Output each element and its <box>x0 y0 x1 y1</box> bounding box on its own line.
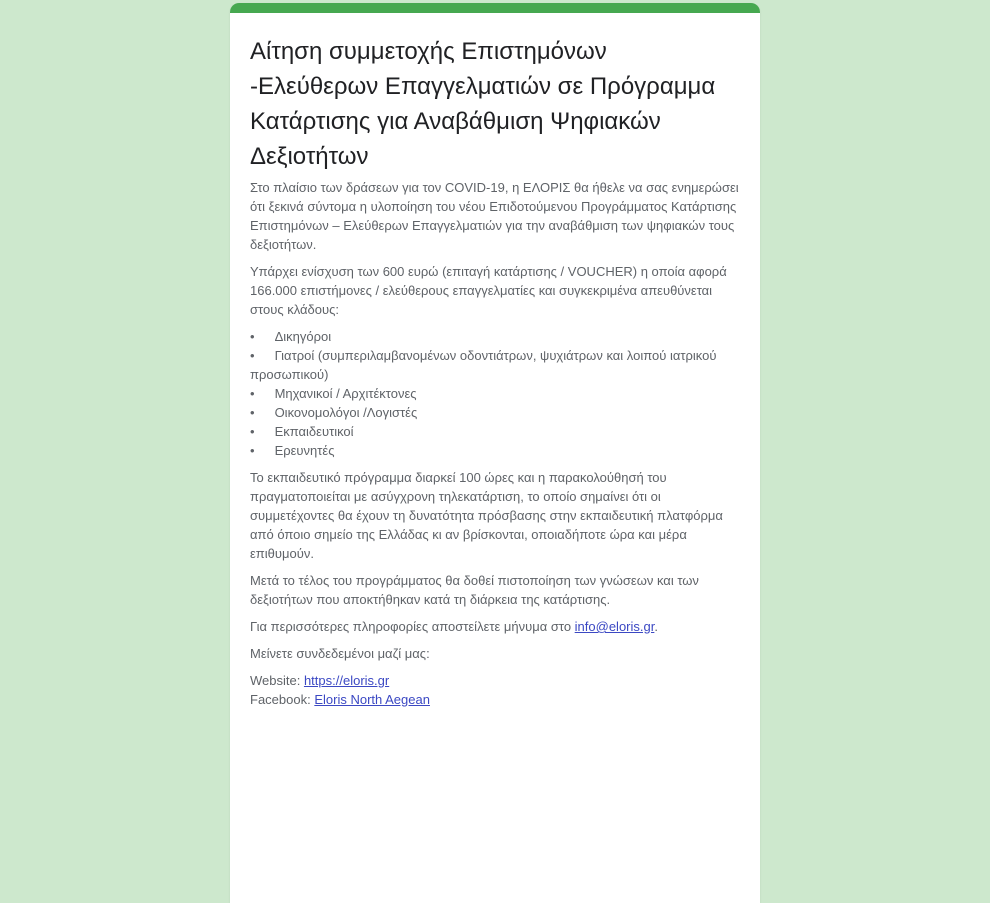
stay-connected-line: Μείνετε συνδεδεμένοι μαζί μας: <box>250 646 430 661</box>
website-label: Website: <box>250 673 304 688</box>
profession-label: Ερευνητές <box>274 443 335 458</box>
contact-line <box>250 617 740 636</box>
paragraph-voucher: Υπάρχει ενίσχυση των 600 ευρώ (επιταγή κατάρτισης / VOUCHER) η οποία αφορά 166.000 επιστήμονες / ελεύθερους επαγγελματίες και συγκεκριμένα απευθύνεται στους κλάδους: <box>250 264 727 317</box>
profession-label: Μηχανικοί / Αρχιτέκτονες <box>274 386 417 401</box>
professions-bullet-list <box>250 327 740 460</box>
profession-label: Δικηγόροι <box>274 329 332 344</box>
profession-list-item <box>250 403 740 422</box>
facebook-label: Facebook: <box>250 692 315 707</box>
bullet-marker: • <box>250 386 255 401</box>
profession-label: Εκπαιδευτικοί <box>274 424 354 439</box>
bullet-marker: • <box>250 405 255 420</box>
form-title: Αίτηση συμμετοχής Επιστημόνων -Ελεύθερων Επαγγελματιών σε Πρόγραμμα Κατάρτισης για Αναβάθμιση Ψηφιακών Δεξιοτήτων <box>250 38 716 170</box>
email-link[interactable]: info@eloris.gr <box>574 619 655 634</box>
facebook-link[interactable]: Eloris North Aegean <box>314 692 430 707</box>
form-card <box>230 3 760 903</box>
bullet-marker: • <box>250 424 255 439</box>
bullet-marker: • <box>250 329 255 344</box>
page-background <box>0 3 990 707</box>
profession-label: Οικονομολόγοι /Λογιστές <box>274 405 418 420</box>
social-links-block <box>250 671 740 709</box>
profession-list-item <box>250 327 740 346</box>
paragraph-certification: Μετά το τέλος του προγράμματος θα δοθεί πιστοποίηση των γνώσεων και των δεξιοτήτων που αποκτήθηκαν κατά τη διάρκεια της κατάρτισης. <box>250 573 699 607</box>
website-link[interactable]: https://eloris.gr <box>303 673 390 688</box>
profession-list-item <box>250 384 740 403</box>
profession-list-item <box>250 422 740 441</box>
form-description <box>250 178 740 709</box>
form-header-content <box>230 34 760 741</box>
profession-list-item <box>250 441 740 460</box>
bullet-marker: • <box>250 348 255 363</box>
form-theme-bar <box>230 3 760 13</box>
paragraph-intro: Στο πλαίσιο των δράσεων για τον COVID-19, η ΕΛΟΡΙΣ θα ήθελε να σας ενημερώσει ότι ξεκινά σύντομα η υλοποίηση του νέου Επιδοτούμενου Προγράμματος Κατάρτισης Επιστημόνων – Ελεύθερων Επαγγελματιών για την αναβάθμιση των ψηφιακών τους δεξιοτήτων. <box>250 180 739 252</box>
bullet-marker: • <box>250 443 255 458</box>
contact-text: Για περισσότερες πληροφορίες αποστείλετε μήνυμα στο <box>250 619 575 634</box>
paragraph-duration: Το εκπαιδευτικό πρόγραμμα διαρκεί 100 ώρες και η παρακολούθησή του πραγματοποιείται με ασύγχρονη τηλεκατάρτιση, το οποίο σημαίνει ότι οι συμμετέχοντες θα έχουν τη δυνατότητα πρόσβασης στην εκπαιδευτική πλατφόρμα από όποιο σημείο της Ελλάδας κι αν βρίσκονται, οποιαδήποτε ώρα και μέρα επιθυμούν. <box>250 470 723 561</box>
contact-suffix: . <box>654 619 658 634</box>
profession-label: Γιατροί (συμπεριλαμβανομένων οδοντιάτρων, ψυχιάτρων και λοιπού ιατρικού προσωπικού) <box>250 348 717 382</box>
profession-list-item <box>250 346 740 384</box>
